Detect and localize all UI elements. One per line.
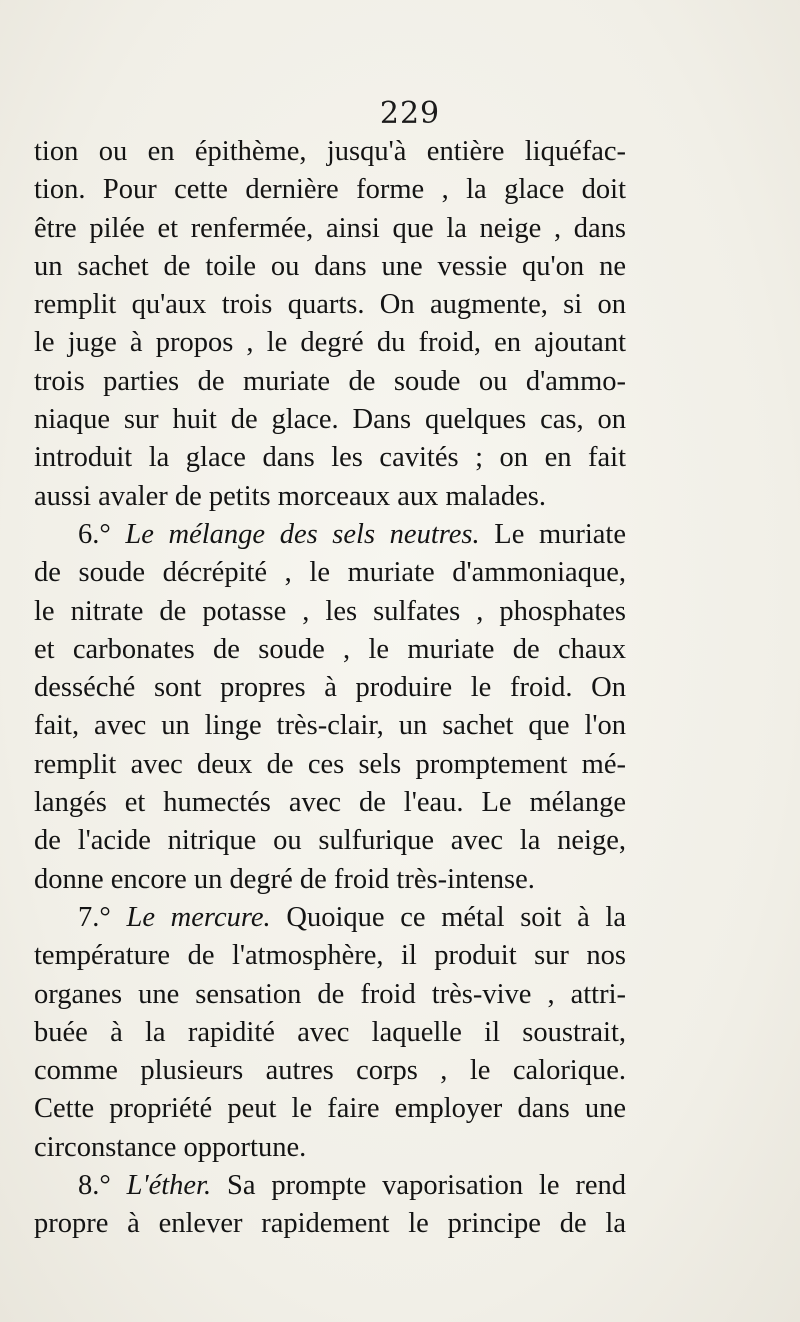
section-number: 8.°: [78, 1170, 111, 1202]
page-number: 229: [379, 96, 441, 131]
section-heading: Le mercure.: [126, 901, 271, 933]
paragraph-mercure: [34, 899, 626, 1167]
text-line: organes une sensation de froid très-vive , attri-: [34, 978, 626, 1010]
paragraph-ether: [34, 1167, 626, 1244]
text-line: remplit avec deux de ces sels promptement mé-: [34, 748, 626, 780]
paragraph-continuation: [34, 133, 626, 516]
section-heading: L'éther.: [126, 1170, 212, 1202]
text-line: introduit la glace dans les cavités ; on en fait: [34, 442, 626, 474]
paragraph-first-line: [34, 899, 626, 937]
text-fragment: Le muriate: [494, 518, 626, 550]
text-line: de soude décrépité , le muriate d'ammoniaque,: [34, 557, 626, 589]
text-line: niaque sur huit de glace. Dans quelques cas, on: [34, 404, 626, 436]
text-line: fait, avec un linge très-clair, un sachet que l'on: [34, 710, 626, 742]
text-line: langés et humectés avec de l'eau. Le mélange: [34, 787, 626, 819]
body-text: [34, 133, 626, 1244]
text-line: desséché sont propres à produire le froid. On: [34, 672, 626, 704]
text-line: propre à enlever rapidement le principe de la: [34, 1208, 626, 1240]
paragraph-first-line: [34, 516, 626, 554]
text-line: buée à la rapidité avec laquelle il soustrait,: [34, 1016, 626, 1048]
text-line: donne encore un degré de froid très-intense.: [34, 863, 535, 895]
section-number: 6.°: [78, 518, 111, 550]
text-line: un sachet de toile ou dans une vessie qu'on ne: [34, 250, 626, 282]
text-fragment: Sa prompte vaporisation le rend: [226, 1170, 626, 1202]
text-line: remplit qu'aux trois quarts. On augmente, si on: [34, 289, 626, 321]
text-line: tion ou en épithème, jusqu'à entière liquéfac-: [34, 136, 626, 167]
text-line: le juge à propos , le degré du froid, en ajoutant: [34, 327, 626, 359]
paragraph-melange-sels: [34, 516, 626, 899]
text-line: et carbonates de soude , le muriate de chaux: [34, 633, 626, 665]
text-line: comme plusieurs autres corps , le calorique.: [34, 1055, 626, 1087]
section-heading: Le mélange des sels neutres.: [125, 518, 480, 550]
text-line: trois parties de muriate de soude ou d'ammo-: [34, 365, 626, 397]
section-number: 7.°: [78, 901, 111, 933]
text-line: être pilée et renfermée, ainsi que la neige , dans: [34, 212, 626, 244]
text-line: Cette propriété peut le faire employer dans une: [34, 1093, 626, 1125]
text-line: tion. Pour cette dernière forme , la glace doit: [34, 174, 626, 206]
text-line: le nitrate de potasse , les sulfates , phosphates: [34, 595, 626, 627]
paragraph-first-line: [34, 1167, 626, 1205]
text-fragment: Quoique ce métal soit à la: [286, 901, 626, 933]
text-line: température de l'atmosphère, il produit sur nos: [34, 940, 626, 972]
text-line: circonstance opportune.: [34, 1131, 307, 1163]
text-line: aussi avaler de petits morceaux aux malades.: [34, 480, 547, 512]
text-line: de l'acide nitrique ou sulfurique avec la neige,: [34, 825, 626, 857]
